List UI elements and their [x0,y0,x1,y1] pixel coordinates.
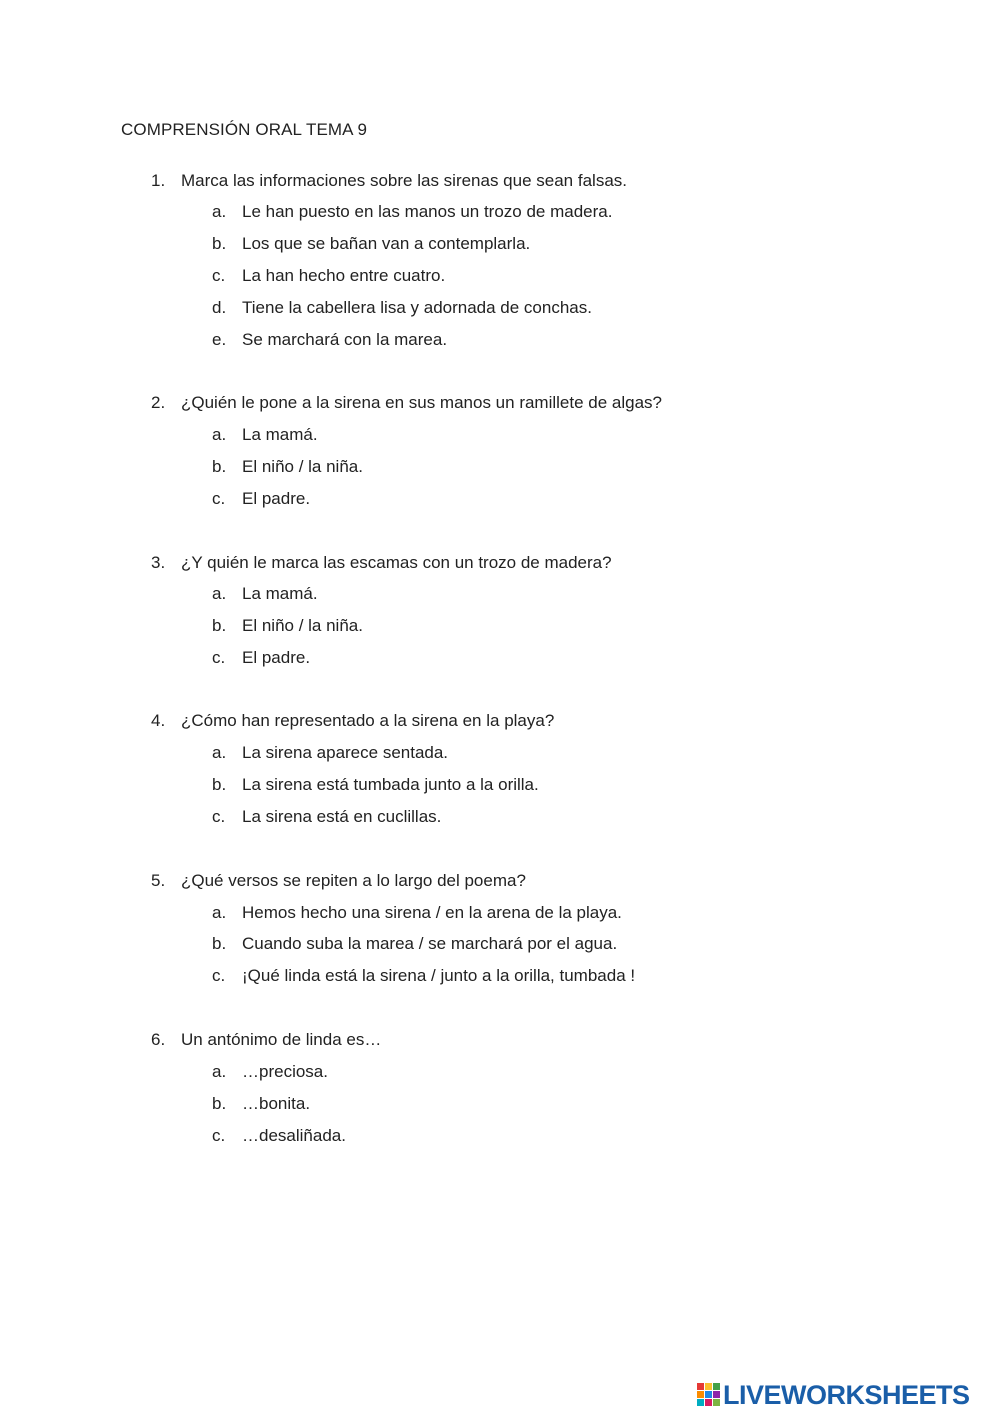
option-text: Le han puesto en las manos un trozo de madera. [242,202,613,221]
question-text: ¿Y quién le marca las escamas con un trozo de madera? [181,553,612,572]
option-letter: b. [212,457,227,476]
brand-name: LIVEWORKSHEETS [723,1380,970,1410]
option-text: Cuando suba la marea / se marchará por el agua. [242,934,618,953]
option-text: El padre. [242,648,311,667]
option-letter: a. [212,425,227,444]
option-text: Se marchará con la marea. [242,330,448,349]
option-letter: c. [212,966,226,985]
option-letter: c. [212,489,226,508]
option-letter: b. [212,234,227,253]
question-number: 3. [151,553,166,572]
option-letter: b. [212,616,227,635]
option-letter: a. [212,903,227,922]
option-letter: c. [212,807,226,826]
option-letter: a. [212,584,227,603]
option-text: El niño / la niña. [242,457,363,476]
option-text: La mamá. [242,425,318,444]
option-text: Tiene la cabellera lisa y adornada de conchas. [242,298,592,317]
option-text: La sirena está en cuclillas. [242,807,442,826]
option-letter: a. [212,202,227,221]
option-text: La mamá. [242,584,318,603]
option-letter: b. [212,1094,227,1113]
option-text: La sirena está tumbada junto a la orilla. [242,775,539,794]
option-text: …desaliñada. [242,1126,346,1145]
brand-watermark [697,1377,970,1413]
liveworksheets-logo-icon [697,1383,721,1407]
question-text: ¿Cómo han representado a la sirena en la playa? [181,711,555,730]
option-text: …bonita. [242,1094,311,1113]
question-number: 2. [151,393,166,412]
question-text: ¿Qué versos se repiten a lo largo del poema? [181,871,526,890]
option-letter: a. [212,1062,227,1081]
option-letter: a. [212,743,227,762]
option-letter: b. [212,775,227,794]
question-text: ¿Quién le pone a la sirena en sus manos un ramillete de algas? [181,393,663,412]
option-letter: d. [212,298,227,317]
option-letter: c. [212,266,226,285]
option-letter: b. [212,934,227,953]
question-text: Marca las informaciones sobre las sirenas que sean falsas. [181,171,627,190]
option-text: La han hecho entre cuatro. [242,266,446,285]
question-number: 4. [151,711,166,730]
page-title: COMPRENSIÓN ORAL TEMA 9 [121,120,368,139]
option-letter: c. [212,1126,226,1145]
question-number: 6. [151,1030,166,1049]
option-text: Los que se bañan van a contemplarla. [242,234,531,253]
option-text: Hemos hecho una sirena / en la arena de la playa. [242,903,622,922]
question-number: 1. [151,171,166,190]
option-letter: e. [212,330,227,349]
option-text: …preciosa. [242,1062,328,1081]
question-text: Un antónimo de linda es… [181,1030,382,1049]
option-text: ¡Qué linda está la sirena / junto a la orilla, tumbada ! [242,966,636,985]
option-letter: c. [212,648,226,667]
option-text: La sirena aparece sentada. [242,743,449,762]
option-text: El padre. [242,489,311,508]
option-text: El niño / la niña. [242,616,363,635]
question-number: 5. [151,871,166,890]
